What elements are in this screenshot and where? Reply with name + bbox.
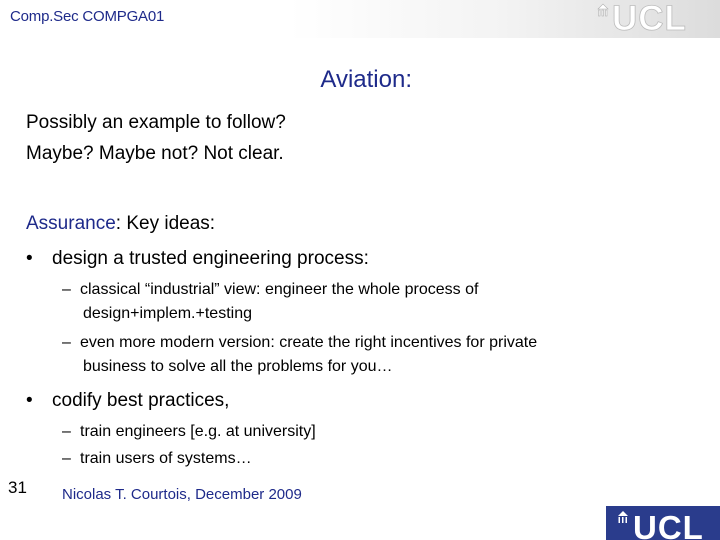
sub-1-1-line-2: design+implem.+testing [83, 305, 252, 322]
sub-bullet-1-2 [62, 334, 537, 352]
sub-1-2-line-2: business to solve all the problems for you… [83, 358, 393, 375]
sub-1-1-line-1: classical “industrial” view: engineer the whole process of [80, 281, 479, 298]
slide-title: Aviation: [320, 66, 412, 93]
ucl-wordmark-bottom: UCL [633, 509, 704, 540]
portico-icon [598, 4, 608, 16]
sub-1-2-line-1: even more modern version: create the right incentives for private [80, 334, 538, 351]
ucl-logo-bottom [606, 506, 720, 540]
bullet-symbol: • [26, 390, 33, 411]
sub-bullet-1-1 [62, 281, 478, 299]
assurance-rest: : Key ideas: [115, 213, 216, 234]
bullet-1-text: design a trusted engineering process: [52, 248, 369, 269]
portico-icon [618, 511, 628, 523]
bullet-1 [26, 248, 369, 270]
intro-line-1: Possibly an example to follow? [26, 112, 286, 133]
sub-2-2-text: train users of systems… [80, 450, 252, 467]
bullet-2 [26, 390, 229, 412]
assurance-heading [26, 213, 215, 235]
bullet-symbol: • [26, 248, 33, 269]
sub-bullet-2-2 [62, 450, 252, 468]
ucl-logo-top [590, 0, 700, 38]
assurance-term: Assurance [26, 213, 116, 234]
dash-symbol: – [62, 281, 71, 298]
slide-number: 31 [8, 478, 27, 497]
footer-author-date: Nicolas T. Courtois, December 2009 [62, 486, 302, 503]
dash-symbol: – [62, 334, 71, 351]
sub-bullet-2-1 [62, 423, 316, 441]
course-code: Comp.Sec COMPGA01 [10, 8, 165, 25]
bullet-2-text: codify best practices, [52, 390, 230, 411]
intro-line-2: Maybe? Maybe not? Not clear. [26, 143, 284, 164]
ucl-wordmark-top: UCL [612, 0, 687, 38]
sub-2-1-text: train engineers [e.g. at university] [80, 423, 316, 440]
dash-symbol: – [62, 423, 71, 440]
dash-symbol: – [62, 450, 71, 467]
